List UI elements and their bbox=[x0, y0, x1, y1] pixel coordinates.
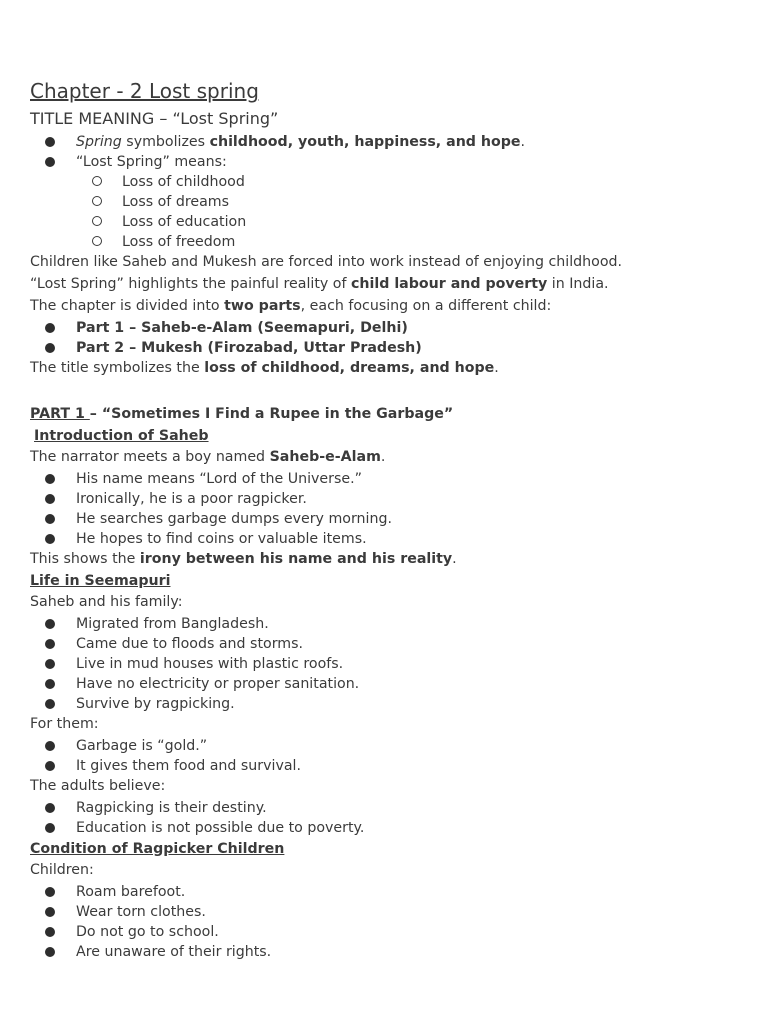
hollow-bullet-icon bbox=[92, 216, 102, 226]
list-item: Part 1 – Saheb-e-Alam (Seemapuri, Delhi) bbox=[30, 318, 750, 338]
meaning-list bbox=[30, 132, 750, 252]
bullet-icon bbox=[45, 619, 55, 629]
intro-list bbox=[30, 469, 750, 549]
list-item: It gives them food and survival. bbox=[30, 756, 750, 776]
bullet-icon bbox=[45, 534, 55, 544]
list-item: He hopes to find coins or valuable items. bbox=[30, 529, 750, 549]
bullet-icon bbox=[45, 699, 55, 709]
adults-list bbox=[30, 798, 750, 838]
paragraph: The title symbolizes the loss of childhood, dreams, and hope. bbox=[30, 360, 499, 376]
bullet-icon bbox=[45, 741, 55, 751]
list-item: His name means “Lord of the Universe.” bbox=[30, 469, 750, 489]
list-item: Came due to floods and storms. bbox=[30, 634, 750, 654]
paragraph: Children like Saheb and Mukesh are forced into work instead of enjoying childhood. bbox=[30, 254, 623, 270]
document-body bbox=[30, 78, 750, 962]
list-item: Migrated from Bangladesh. bbox=[30, 614, 750, 634]
sub-list-item: Loss of childhood bbox=[30, 172, 750, 192]
title-meaning-heading: TITLE MEANING – “Lost Spring” bbox=[30, 109, 279, 128]
bullet-icon bbox=[45, 761, 55, 771]
bullet-icon bbox=[45, 639, 55, 649]
part1-heading: PART 1 – “Sometimes I Find a Rupee in the Garbage” bbox=[30, 406, 454, 422]
bullet-icon bbox=[45, 137, 55, 147]
sub-list-item: Loss of freedom bbox=[30, 232, 750, 252]
list-item: Spring symbolizes childhood, youth, happiness, and hope. bbox=[30, 132, 750, 152]
hollow-bullet-icon bbox=[92, 196, 102, 206]
paragraph: The adults believe: bbox=[30, 778, 166, 794]
condition-heading: Condition of Ragpicker Children bbox=[30, 841, 285, 857]
for-them-list bbox=[30, 736, 750, 776]
paragraph: “Lost Spring” highlights the painful reality of child labour and poverty in India. bbox=[30, 276, 609, 292]
hollow-bullet-icon bbox=[92, 236, 102, 246]
hollow-bullet-icon bbox=[92, 176, 102, 186]
intro-heading: Introduction of Saheb bbox=[34, 428, 209, 444]
bullet-icon bbox=[45, 907, 55, 917]
list-item: He searches garbage dumps every morning. bbox=[30, 509, 750, 529]
bullet-icon bbox=[45, 323, 55, 333]
paragraph: This shows the irony between his name and his reality. bbox=[30, 551, 457, 567]
list-item: “Lost Spring” means: bbox=[30, 152, 750, 172]
sub-list-item: Loss of education bbox=[30, 212, 750, 232]
list-item: Ragpicking is their destiny. bbox=[30, 798, 750, 818]
list-item: Ironically, he is a poor ragpicker. bbox=[30, 489, 750, 509]
sub-list-item: Loss of dreams bbox=[30, 192, 750, 212]
page-title: Chapter - 2 Lost spring bbox=[30, 79, 259, 103]
paragraph: The chapter is divided into two parts, each focusing on a different child: bbox=[30, 298, 552, 314]
list-item: Do not go to school. bbox=[30, 922, 750, 942]
bullet-icon bbox=[45, 947, 55, 957]
list-item: Live in mud houses with plastic roofs. bbox=[30, 654, 750, 674]
paragraph: Saheb and his family: bbox=[30, 594, 183, 610]
bullet-icon bbox=[45, 343, 55, 353]
paragraph: For them: bbox=[30, 716, 99, 732]
paragraph: Children: bbox=[30, 862, 94, 878]
list-item: Roam barefoot. bbox=[30, 882, 750, 902]
bullet-icon bbox=[45, 157, 55, 167]
paragraph: The narrator meets a boy named Saheb-e-Alam. bbox=[30, 449, 386, 465]
bullet-icon bbox=[45, 494, 55, 504]
bullet-icon bbox=[45, 927, 55, 937]
list-item: Survive by ragpicking. bbox=[30, 694, 750, 714]
bullet-icon bbox=[45, 659, 55, 669]
family-list bbox=[30, 614, 750, 714]
bullet-icon bbox=[45, 474, 55, 484]
bullet-icon bbox=[45, 887, 55, 897]
seemapuri-heading: Life in Seemapuri bbox=[30, 573, 171, 589]
list-item: Education is not possible due to poverty. bbox=[30, 818, 750, 838]
list-item: Wear torn clothes. bbox=[30, 902, 750, 922]
bullet-icon bbox=[45, 823, 55, 833]
bullet-icon bbox=[45, 803, 55, 813]
parts-list bbox=[30, 318, 750, 358]
list-item: Have no electricity or proper sanitation. bbox=[30, 674, 750, 694]
list-item: Garbage is “gold.” bbox=[30, 736, 750, 756]
list-item: Part 2 – Mukesh (Firozabad, Uttar Pradesh) bbox=[30, 338, 750, 358]
list-item: Are unaware of their rights. bbox=[30, 942, 750, 962]
children-list bbox=[30, 882, 750, 962]
bullet-icon bbox=[45, 679, 55, 689]
bullet-icon bbox=[45, 514, 55, 524]
